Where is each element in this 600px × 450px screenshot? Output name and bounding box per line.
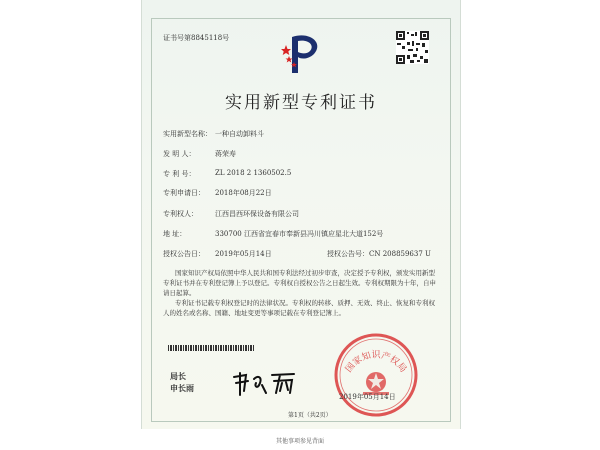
cnipa-logo-icon <box>278 27 328 77</box>
field-value-filing-date: 2018年08月22日 <box>215 189 272 197</box>
field-value-inventor: 蒋荣寿 <box>215 150 236 158</box>
svg-text:国家知识产权局 <box>343 349 408 375</box>
field-value-patent-no: ZL 2018 2 1360502.5 <box>215 169 292 177</box>
field-label-patentee: 专利权人： <box>163 210 198 218</box>
field-label-patent-no: 专 利 号： <box>163 170 196 178</box>
field-label-grant-date: 授权公告日： <box>163 250 205 258</box>
director-name-label: 申长雨 <box>170 383 194 393</box>
announcement-number: 授权公告号：CN 208859637 U <box>327 250 431 258</box>
back-note: 其他事项参见背面 <box>275 438 324 445</box>
director-label: 局长 <box>170 371 186 381</box>
field-label-filing-date: 专利申请日： <box>163 189 205 197</box>
field-value-name: 一种自动卸料斗 <box>215 130 264 138</box>
field-value-grant-date: 2019年05月14日 <box>215 250 272 258</box>
field-label-address: 地 址： <box>163 230 187 238</box>
field-label-name: 实用新型名称： <box>163 130 212 138</box>
certificate-number: 证书号第8845118号 <box>163 34 230 42</box>
director-signature <box>230 369 300 397</box>
seal-date: 2019年05月14日 <box>339 393 396 401</box>
legal-status-paragraph: 专利证书记载专利权登记时的法律状况。专利权的转移、质押、无效、终止、恢复和专利权人的姓名或名称、国籍、地址变更等事项记载在专利登记簿上。 <box>163 299 435 317</box>
qr-code-icon <box>396 31 429 64</box>
seal-text: 国家知识产权局 <box>344 350 408 375</box>
patent-certificate <box>141 0 461 429</box>
field-value-patentee: 江西昌西环保设备有限公司 <box>215 210 299 218</box>
field-label-inventor: 发 明 人： <box>163 150 196 158</box>
grant-paragraph: 国家知识产权局依照中华人民共和国专利法经过初步审查，决定授予专利权，颁发实用新型专利证书并在专利登记簿上予以登记。专利权自授权公告之日起生效。专利权期限为十年，自申请日起算。 <box>163 269 436 297</box>
barcode <box>168 345 254 351</box>
certificate-title: 实用新型专利证书 <box>225 93 377 113</box>
official-seal <box>333 332 419 418</box>
page-indicator: 第1页（共2页） <box>288 412 332 419</box>
field-value-address: 330700 江西省宜春市奉新县冯川镇应星北大道152号 <box>215 230 384 238</box>
